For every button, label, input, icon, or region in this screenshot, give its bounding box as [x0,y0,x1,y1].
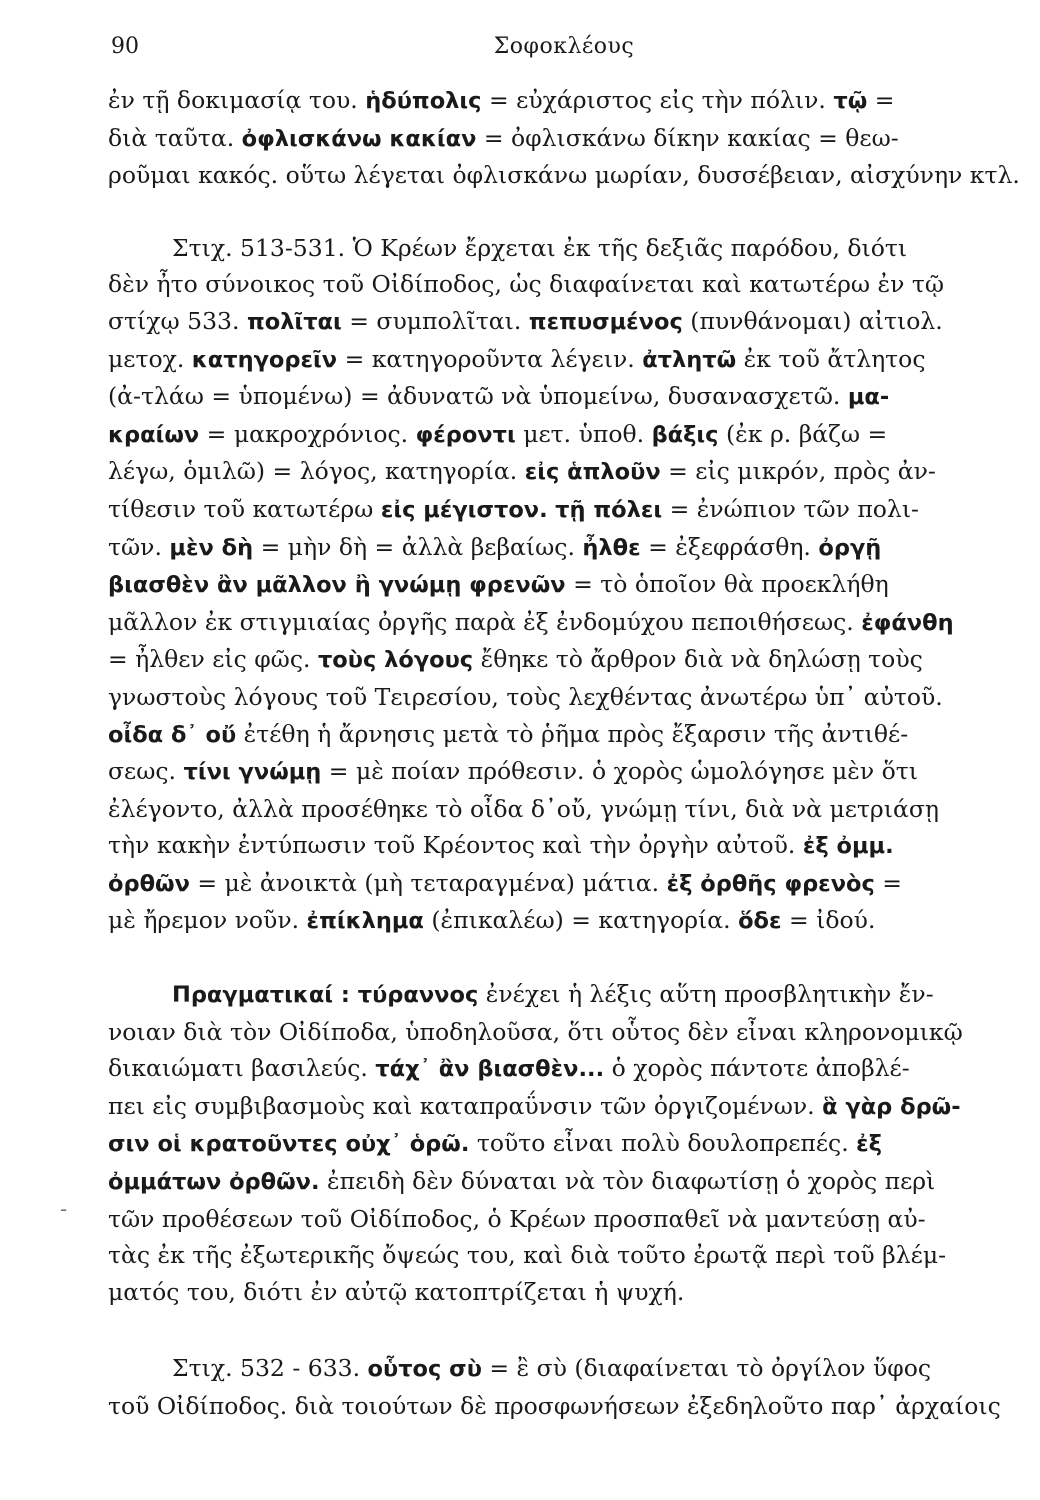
lemma: ὀργῇ [818,534,882,561]
lemma: τάχ᾽ ἂν βιασθὲν... [375,1056,605,1083]
page-number: 90 [111,34,139,59]
lemma: τίνι γνώμῃ [183,759,322,786]
lemma: ὅδε [738,908,782,935]
lemma: ἐφάνθη [861,609,954,636]
paragraph-pragmatikai [108,976,1020,1310]
lemma: ἐξ [856,1131,882,1158]
lemma: βιασθὲν ἂν μᾶλλον ἢ γνώμῃ φρενῶν [108,572,566,599]
text-line: δὲν ἦτο σύνοικος τοῦ Οἰδίποδος, ὡς διαφαίνεται καὶ κατωτέρω ἐν τῷ [108,270,945,299]
text-line: τὰς ἐκ τῆς ἐξωτερικῆς ὄψεώς του, καὶ διὰ τοῦτο ἐρωτᾷ περὶ τοῦ βλέμ- [108,1241,947,1270]
text-line: σεως. τίνι γνώμῃ = μὲ ποίαν πρόθεσιν. ὁ χορὸς ὡμολόγησε μὲν ὅτι [108,757,918,786]
text-line: σιν οἱ κρατοῦντες οὐχ᾽ ὁρῶ. τοῦτο εἶναι πολὺ δουλοπρεπές. ἐξ [108,1129,882,1158]
text-line: ἐν τῇ δοκιμασίᾳ του. ἡδύπολις = εὐχάριστος εἰς τὴν πόλιν. τῷ = [108,86,895,114]
paragraph-glossary-1 [108,82,1020,194]
book-page [108,34,1020,1425]
lemma: ἡδύπολις [365,88,482,114]
text-line: νοιαν διὰ τὸν Οἰδίποδα, ὑποδηλοῦσα, ὅτι οὗτος δὲν εἶναι κληρονομικῷ [108,1017,963,1046]
lemma: ἀτλητῶ [642,346,737,373]
lemma: πολῖται [246,308,342,335]
text-line: οἶδα δ᾽ οὔ ἐτέθη ἡ ἄρνησις μετὰ τὸ ῥῆμα πρὸς ἔξαρσιν τῆς ἀντιθέ- [108,719,909,748]
text-line: λέγω, ὁμιλῶ) = λόγος, κατηγορία. εἰς ἁπλοῦν = εἰς μικρόν, πρὸς ἀν- [108,457,936,486]
lemma: οἶδα δ᾽ οὔ [108,721,237,748]
lemma: ὀφλισκάνω κακίαν [241,125,477,152]
text-line: δικαιώματι βασιλεύς. τάχ᾽ ἂν βιασθὲν... ὁ χορὸς πάντοτε ἀποβλέ- [108,1054,910,1083]
text-line: τῶν προθέσεων τοῦ Οἰδίποδος, ὁ Κρέων προσπαθεῖ νὰ μαντεύσῃ αὐ- [108,1204,926,1233]
lemma: οὗτος σὺ [367,1356,482,1383]
section-heading: Πραγματικαί : τύραννος [172,982,479,1009]
running-title: Σοφοκλέους [493,34,635,59]
lemma: τῇ πόλει [555,496,663,523]
text-line: τοῦ Οἰδίποδος. διὰ τοιούτων δὲ προσφωνήσεων ἐξεδηλοῦτο παρ᾽ ἀρχαίοις [108,1392,1001,1420]
text-line: μᾶλλον ἐκ στιγμιαίας ὀργῆς παρὰ ἐξ ἐνδομύχου πεποιθήσεως. ἐφάνθη [108,607,954,636]
text-line: κραίων = μακροχρόνιος. φέροντι μετ. ὑποθ. βάξις (ἐκ ρ. βάζω = [108,419,888,448]
margin-mark: - [60,1197,68,1221]
lemma: τῷ [833,88,868,114]
text-line: ματός του, διότι ἐν αὐτῷ κατοπτρίζεται ἡ ψυχή. [108,1277,685,1306]
text-line: διὰ ταῦτα. ὀφλισκάνω κακίαν = ὀφλισκάνω δίκην κακίας = θεω- [108,123,899,152]
lemma: πεπυσμένος [528,308,683,335]
text-line: πει εἰς συμβιβασμοὺς καὶ καταπραΰνσιν τῶν ὀργιζομένων. ἃ γὰρ δρῶ- [108,1091,961,1120]
lemma: βάξις [651,421,719,448]
text-line: ἐλέγοντο, ἀλλὰ προσέθηκε τὸ οἶδα δ᾽οὔ, γνώμῃ τίνι, διὰ νὰ μετριάσῃ [108,794,939,823]
text-line: Πραγματικαί : τύραννος ἐνέχει ἡ λέξις αὕτη προσβλητικὴν ἔν- [172,980,934,1009]
text-line: στίχῳ 533. πολῖται = συμπολῖται. πεπυσμένος (πυνθάνομαι) αἰτιολ. [108,306,943,335]
lemma: μα- [847,384,890,411]
text-line: τίθεσιν τοῦ κατωτέρω εἰς μέγιστον. τῇ πόλει = ἐνώπιον τῶν πολι- [108,494,919,523]
text-line: ροῦμαι κακός. οὕτω λέγεται ὀφλισκάνω μωρίαν, δυσσέβειαν, αἰσχύνην κτλ. [108,161,1020,190]
lemma: εἰς μέγιστον. [380,496,548,523]
text-line: (ἀ-τλάω = ὑπομένω) = ἀδυνατῶ νὰ ὑπομείνω, δυσανασχετῶ. μα- [108,382,890,411]
text-line: βιασθὲν ἂν μᾶλλον ἢ γνώμῃ φρενῶν = τὸ ὁποῖον θὰ προεκλήθη [108,570,889,599]
lemma: εἰς ἁπλοῦν [524,459,661,486]
lemma: ὀμμάτων ὀρθῶν. [108,1169,320,1196]
lemma: κατηγορεῖν [191,346,338,373]
text-line: τῶν. μὲν δὴ = μὴν δὴ = ἀλλὰ βεβαίως. ἦλθε = ἐξεφράσθη. ὀργῇ [108,532,882,561]
lemma: ἐξ ὀμμ. [802,833,894,860]
text-line: τὴν κακὴν ἐντύπωσιν τοῦ Κρέοντος καὶ τὴν ὀργὴν αὐτοῦ. ἐξ ὀμμ. [108,831,894,860]
lemma: σιν οἱ κρατοῦντες οὐχ᾽ ὁρῶ. [108,1131,470,1158]
text-line: = ἦλθεν εἰς φῶς. τοὺς λόγους ἔθηκε τὸ ἄρθρον διὰ νὰ δηλώσῃ τοὺς [108,645,923,674]
lemma: ὀρθῶν [108,870,190,897]
lemma: κραίων [108,421,200,448]
lemma: ἦλθε [582,534,641,561]
text-line: ὀρθῶν = μὲ ἀνοικτὰ (μὴ τεταραγμένα) μάτια. ἐξ ὀρθῆς φρενὸς = [108,868,902,897]
text-line: μετοχ. κατηγορεῖν = κατηγοροῦντα λέγειν. ἀτλητῶ ἐκ τοῦ ἄτλητος [108,344,926,373]
page-header [108,34,1020,82]
text-line: γνωστοὺς λόγους τοῦ Τειρεσίου, τοὺς λεχθέντας ἀνωτέρω ὑπ᾽ αὐτοῦ. [108,682,943,711]
text-line: ὀμμάτων ὀρθῶν. ἐπειδὴ δὲν δύναται νὰ τὸν διαφωτίσῃ ὁ χορὸς περὶ [108,1167,936,1196]
lemma: φέροντι [415,421,516,448]
lemma: τοὺς λόγους [317,647,474,674]
lemma: ἐπίκλημα [306,908,424,935]
text-line: Στιχ. 532 - 633. οὗτος σὺ = ἒ σὺ (διαφαίνεται τὸ ὀργίλον ὕφος [172,1354,932,1383]
lemma: μὲν δὴ [169,534,254,561]
lemma: ἐξ ὀρθῆς φρενὸς [666,870,875,897]
paragraph-lines-532-633 [108,1350,1020,1424]
lemma: ἃ γὰρ δρῶ- [822,1093,961,1120]
text-line: μὲ ἤρεμον νοῦν. ἐπίκλημα (ἐπικαλέω) = κατηγορία. ὅδε = ἰδού. [108,906,876,935]
paragraph-lines-513-531 [108,230,1020,940]
text-line: Στιχ. 513-531. Ὁ Κρέων ἔρχεται ἐκ τῆς δεξιᾶς παρόδου, διότι [172,233,908,262]
